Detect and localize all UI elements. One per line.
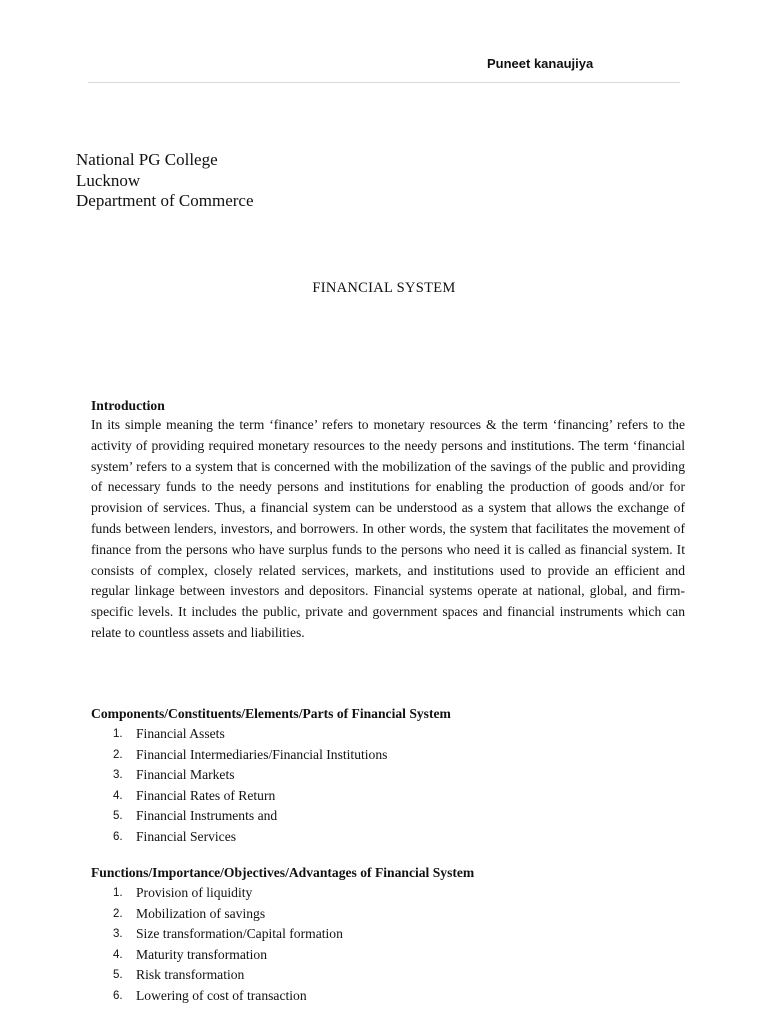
introduction-section [91,397,685,644]
list-number: 5. [113,969,123,981]
list-number: 4. [113,789,123,802]
list-item-text: Mobilization of savings [136,905,266,921]
list-number: 6. [113,830,123,843]
list-number: 4. [113,948,123,961]
list-item-text: Financial Markets [136,767,235,782]
list-item-text: Financial Rates of Return [136,787,276,803]
institution-block [76,150,254,212]
list-item [91,724,685,745]
components-heading: Components/Constituents/Elements/Parts of Financial System [91,706,451,721]
components-list [91,724,685,847]
college-name: National PG College [76,150,218,169]
list-item-text: Financial Services [136,828,237,844]
list-number: 3. [113,928,123,940]
list-number: 6. [113,989,123,1002]
list-item-text: Provision of liquidity [136,885,253,900]
list-item [91,924,685,945]
list-item [91,883,685,904]
college-city: Lucknow [76,170,141,190]
document-title: FINANCIAL SYSTEM [312,280,456,296]
list-item [91,904,685,925]
list-number: 1. [113,887,123,899]
list-item [91,765,685,786]
list-item [91,986,685,1007]
introduction-heading: Introduction [91,398,165,413]
list-item-text: Lowering of cost of transaction [136,987,307,1003]
list-item [91,786,685,807]
list-item-text: Risk transformation [136,967,245,982]
list-item [91,965,685,986]
list-number: 2. [113,907,123,920]
components-section [91,706,685,847]
department-name: Department of Commerce [76,191,254,210]
list-number: 1. [113,728,123,740]
list-item-text: Financial Intermediaries/Financial Institutions [136,746,388,762]
list-item [91,827,685,848]
functions-list [91,883,685,1006]
list-number: 5. [113,810,123,822]
list-number: 2. [113,748,123,761]
list-item [91,945,685,966]
introduction-paragraph: In its simple meaning the term ‘finance’ refers to monetary resources & the term ‘financing’ refers to the activity of providing required monetary resources to the needy persons and institutions. The term ‘financial system’ refers to a system that is concerned with the mobilization of the savings of the public and providing of necessary funds to the needy persons and institutions for enabling the production of goods and/or for provision of services. Thus, a financial system can be understood as a system that allows the exchange of funds between lenders, investors, and borrowers. In other words, the system that facilitates the movement of finance from the persons who have surplus funds to the persons who need it is called as financial system. It consists of complex, closely related services, markets, and institutions used to provide an efficient and regular linkage between investors and depositors. Financial systems operate at national, global, and firm-specific levels. It includes the public, private and government spaces and financial instruments which can relate to countless assets and liabilities. [91,417,685,640]
list-item [91,806,685,827]
functions-section [91,865,685,1006]
list-item-text: Maturity transformation [136,946,267,962]
list-item-text: Financial Instruments and [136,808,278,823]
header-divider [88,82,680,83]
author-name: Puneet kanaujiya [487,56,594,71]
list-item-text: Financial Assets [136,726,225,741]
functions-heading: Functions/Importance/Objectives/Advantages of Financial System [91,865,475,880]
list-item-text: Size transformation/Capital formation [136,926,343,941]
list-item [91,745,685,766]
list-number: 3. [113,769,123,781]
